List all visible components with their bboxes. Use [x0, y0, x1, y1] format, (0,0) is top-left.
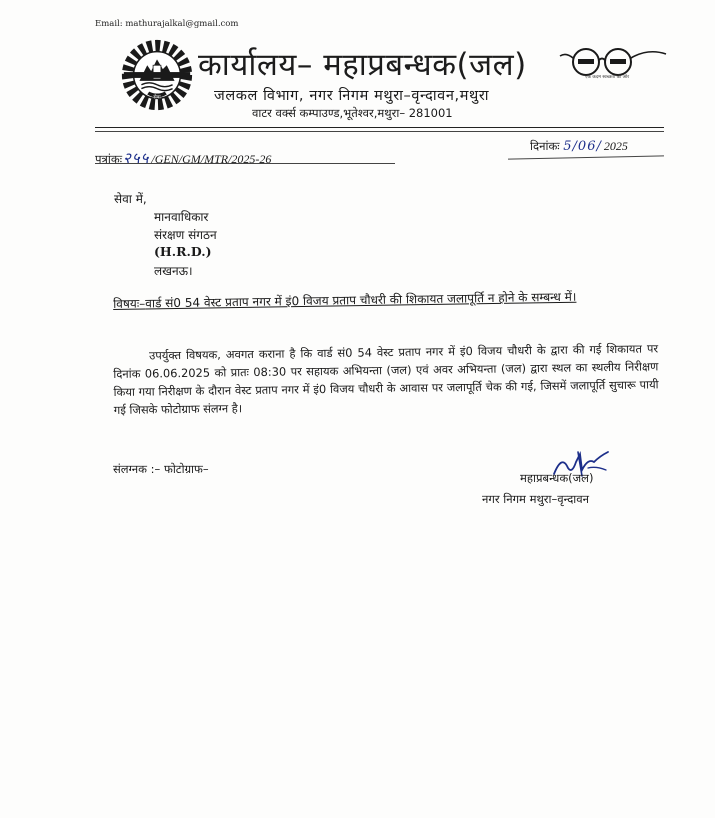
- department-line: जलकल विभाग, नगर निगम मथुरा–वृन्दावन,मथुरा: [214, 88, 490, 104]
- email-address: Email: mathurajalkal@gmail.com: [95, 19, 239, 29]
- date-handwritten: 5/06/: [563, 139, 602, 154]
- salutation: सेवा में,: [114, 192, 147, 206]
- body-text: उपर्युक्त विषयक, अवगत कराना है कि वार्ड सं0 54 वेस्ट प्रताप नगर में इं0 विजय चौधरी के द्वारा की गई शिकायत पर दिनांक 06.06.2025 को प्रातः 08:30 पर सहायक अभियन्ता (जल) एवं अवर अभियन्ता (जल) द्वारा स्थल का स्थलीय निरीक्षण किया गया निरीक्षण के दौरान वेस्ट प्रताप नगर में इं0 विजय चौधरी के आवास पर जलापूर्ति चेक की गई, जिसमें जलापूर्ति सुचारू पायी गई जिसके फोटोग्राफ संलग्न है।: [113, 341, 659, 417]
- date-underline: [508, 155, 664, 159]
- date-label: दिनांकः: [530, 139, 560, 153]
- header-divider-thin: [95, 131, 664, 132]
- subject-line: [113, 287, 658, 313]
- reference-number: [95, 148, 271, 168]
- office-address: वाटर वर्क्स कम्पाउण्ड,भूतेश्वर,मथुरा– 281001: [252, 106, 453, 120]
- enclosure-line: संलग्नक :– फोटोग्राफ–: [113, 462, 209, 476]
- logo-seal-text: सेवा: [153, 94, 161, 101]
- reference-label: पत्रांकः: [95, 152, 123, 166]
- signatory-designation: महाप्रबन्धक(जल): [520, 471, 594, 485]
- addressee-line-2: संरक्षण संगठन: [154, 228, 217, 242]
- subject-text: वार्ड सं0 54 वेस्ट प्रताप नगर में इं0 विजय प्रताप चौधरी की शिकायत जलापूर्ति न होने के सम्बन्ध में।: [145, 289, 577, 311]
- office-title: कार्यालय– महाप्रबन्धक(जल): [198, 47, 527, 83]
- addressee-line-1: मानवाधिकार: [154, 210, 209, 224]
- signatory-office: नगर निगम मथुरा–वृन्दावन: [482, 492, 590, 506]
- jalkal-emblem-logo: [118, 36, 196, 114]
- reference-underline: [95, 163, 395, 164]
- reference-code: /GEN/GM/MTR/2025-26: [151, 152, 272, 166]
- header-divider: [95, 127, 664, 128]
- addressee-line-3: (H.R.D.): [154, 244, 212, 259]
- addressee-line-4: लखनऊ।: [154, 264, 193, 278]
- subject-label: विषयः–: [113, 296, 146, 311]
- date-year: 2025: [603, 139, 628, 153]
- swachh-tagline: एक कदम स्वच्छता की ओर: [585, 75, 630, 80]
- body-paragraph: [113, 339, 659, 419]
- reference-handwritten-number: २५५: [123, 149, 150, 167]
- letter-date: [530, 139, 628, 154]
